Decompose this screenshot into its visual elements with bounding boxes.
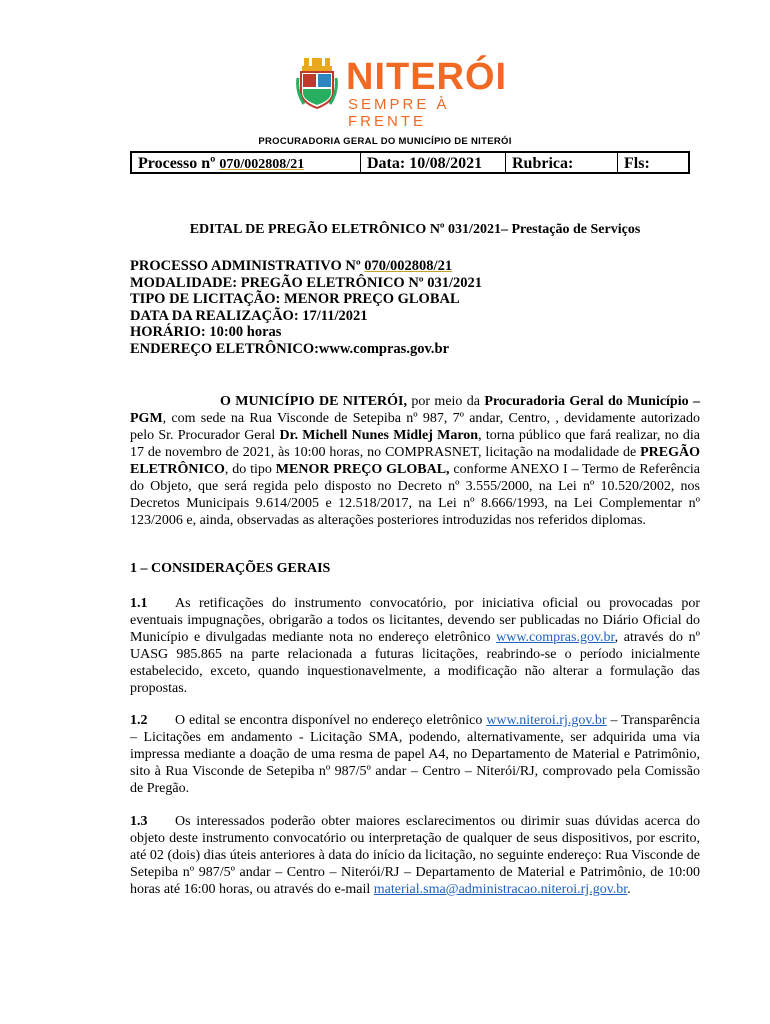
- brand-tagline: SEMPRE À FRENTE: [348, 96, 450, 130]
- clause-number: 1.1: [130, 596, 148, 611]
- intro-menor-preco: MENOR PREÇO GLOBAL,: [275, 462, 450, 477]
- clause-1-1: [130, 595, 700, 697]
- clause-text: Os interessados poderão obter maiores esclarecimentos ou dirimir suas dúvidas acerca do objeto deste instrumento convocatório ou interpretação de qualquer de seus dispositivos, por escrito, até 02 (dois) dias úteis anteriores à data do início da licitação, no seguinte endereço: Rua Visconde de Setepiba nº 987/5º andar – Centro – Niterói/RJ – Departamento de Material e Patrimônio, de 10:00 horas até 16:00 horas, ou através do e-mail: [130, 814, 700, 897]
- meta-processo-label: PROCESSO ADMINISTRATIVO Nº: [130, 258, 365, 274]
- fls-cell: Fls:: [624, 155, 650, 172]
- intro-text-3: , torna público que fará realizar, no dia 17 de novembro de 2021, às 10:00 horas, no COMPRASNET, licitação na modalidade de: [130, 428, 700, 460]
- process-info-box: [130, 151, 690, 174]
- date-cell: Data: 10/08/2021: [361, 153, 506, 172]
- meta-processo-number: 070/002808/21: [364, 258, 453, 274]
- intro-text-2: , com sede na Rua Visconde de Setepiba nº 987, 7º andar, Centro, , devidamente autorizado pelo Sr. Procurador Geral: [130, 411, 700, 443]
- title-sub: – Prestação de Serviços: [500, 222, 641, 237]
- intro-municipio: O MUNICÍPIO DE NITERÓI,: [220, 394, 407, 409]
- meta-endereco: ENDEREÇO ELETRÔNICO:www.compras.gov.br: [130, 340, 450, 357]
- clause-1-2: [130, 712, 700, 797]
- intro-pgm: Procuradoria Geral do Município – PGM: [130, 394, 700, 426]
- rubrica-cell: Rubrica:: [506, 153, 618, 172]
- clause-text-cont: – Transparência – Licitações em andamento - Licitação SMA, podendo, alternativamente, ser adquirida uma via impressa mediante a doação de uma resma de papel A4, no Departamento de Material e Patrimônio, sito à Rua Visconde de Setepiba nº 987/5º andar – Centro – Niterói/RJ, comprovado pela Comissão de Pregão.: [130, 713, 700, 796]
- meta-modalidade: MODALIDADE: PREGÃO ELETRÔNICO Nº 031/2021: [130, 274, 483, 291]
- intro-text-5: conforme ANEXO I – Termo de Referência do Objeto, que será regida pelo disposto no Decreto nº 3.555/2000, na Lei nº 10.520/2002, nos Decretos Municipais 9.614/2005 e 12.518/2017, na Lei nº 8.666/1993, na Lei Complementar nº 123/2006 e, ainda, observadas as alterações posteriores introduzidas nos referidos diplomas.: [130, 462, 700, 528]
- intro-procurador: Dr. Michell Nunes Midlej Maron: [279, 428, 479, 443]
- meta-tipo: TIPO DE LICITAÇÃO: MENOR PREÇO GLOBAL: [130, 291, 460, 307]
- meta-horario: HORÁRIO: 10:00 horas: [130, 324, 282, 340]
- process-number-cell: [132, 153, 361, 172]
- clause-text: As retificações do instrumento convocatório, por iniciativa oficial ou provocadas por eventuais impugnações, obrigarão a todos os licitantes, devendo ser publicadas no Diário Oficial do Município e divulgadas mediante nota no endereço eletrônico: [130, 596, 700, 645]
- compras-link[interactable]: www.compras.gov.br: [496, 630, 615, 645]
- intro-text-4: , do tipo: [224, 462, 276, 477]
- coat-of-arms-icon: [296, 58, 338, 110]
- intro-text-1: por meio da: [407, 394, 485, 409]
- clause-number: 1.3: [130, 814, 148, 829]
- org-header: PROCURADORIA GERAL DO MUNICÍPIO DE NITERÓI: [258, 136, 512, 147]
- clause-1-3: [130, 813, 700, 898]
- process-number: 070/002808/21: [219, 157, 305, 172]
- brand-name: NITERÓI: [346, 56, 508, 98]
- niteroi-link[interactable]: www.niteroi.rj.gov.br: [486, 713, 607, 728]
- clause-text: O edital se encontra disponível no endereço eletrônico: [175, 713, 487, 728]
- intro-pregao: PREGÃO ELETRÔNICO: [130, 445, 700, 477]
- meta-data: DATA DA REALIZAÇÃO: 17/11/2021: [130, 307, 368, 324]
- section-title: 1 – CONSIDERAÇÕES GERAIS: [130, 561, 331, 576]
- document-title: [0, 222, 770, 238]
- niteroi-logo: [296, 56, 526, 130]
- edital-meta: [130, 258, 482, 357]
- clause-text-cont: , através do nº UASG 985.865 na parte relacionada a futuras licitações, reabrindo-se o período inicialmente estabelecido, exceto, quando inquestionavelmente, a modificação não alterar a formulação das propostas.: [130, 630, 700, 696]
- process-label: Processo nº: [138, 155, 220, 172]
- clause-number: 1.2: [130, 713, 148, 728]
- title-main: EDITAL DE PREGÃO ELETRÔNICO Nº 031/2021: [189, 222, 501, 237]
- meta-processo: [130, 258, 482, 275]
- email-link[interactable]: material.sma@administracao.niteroi.rj.gov.br: [373, 882, 628, 897]
- intro-paragraph: [130, 393, 700, 529]
- clause-text-cont: .: [627, 882, 631, 897]
